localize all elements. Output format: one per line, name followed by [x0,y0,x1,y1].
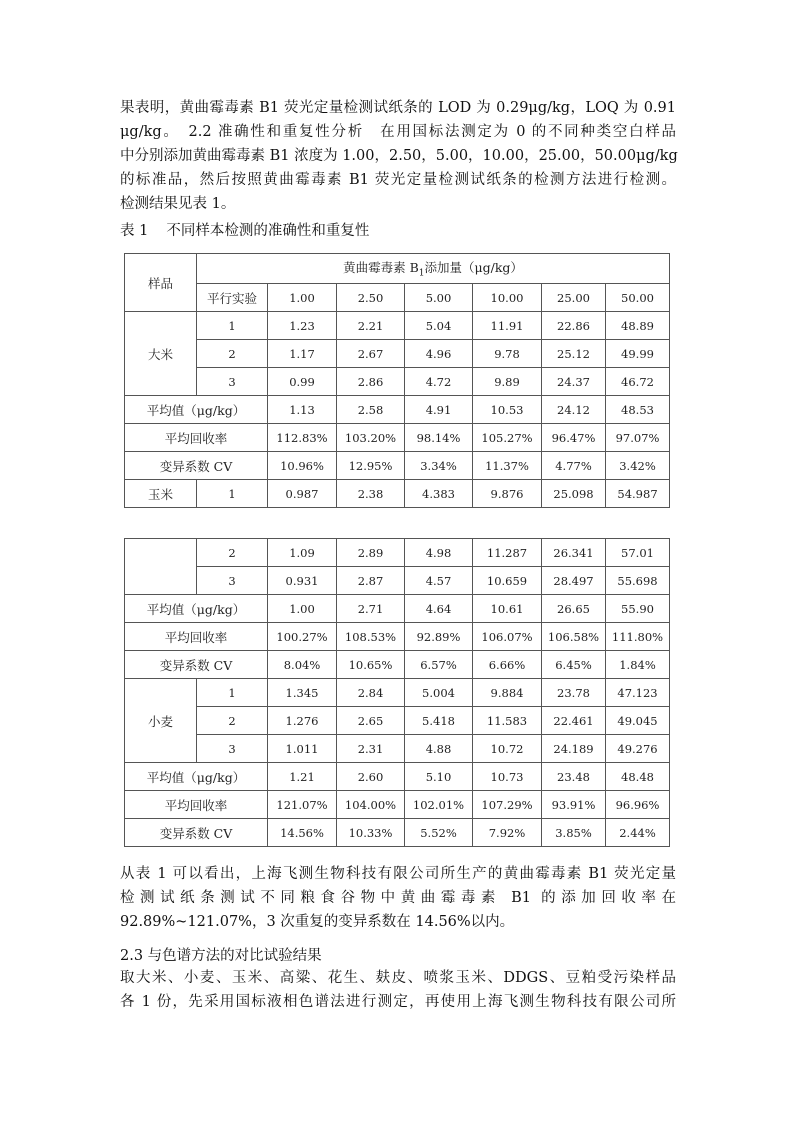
mean-cell: 48.48 [606,763,670,791]
mean-cell: 5.10 [405,763,473,791]
recovery-cell: 103.20% [337,424,405,452]
cv-cell: 3.42% [606,452,670,480]
value-cell: 9.78 [473,340,542,368]
value-cell: 23.78 [542,679,606,707]
parallel-header: 平行实验 [197,284,268,312]
cv-label: 变异系数 CV [125,651,268,679]
rep-cell: 1 [197,312,268,340]
table-row [125,623,670,651]
cv-cell: 3.85% [542,819,606,847]
table-row [125,567,670,595]
value-cell: 1.011 [268,735,337,763]
mean-cell: 1.13 [268,396,337,424]
mean-cell: 1.00 [268,595,337,623]
conclusion-paragraph [120,862,676,934]
table-title: 不同样本检测的准确性和重复性 [166,223,370,239]
value-cell: 54.987 [606,480,670,508]
level-header: 50.00 [606,284,670,312]
table-row [125,735,670,763]
cv-label: 变异系数 CV [125,819,268,847]
mean-label: 平均值（μg/kg） [125,763,268,791]
table-row [125,763,670,791]
level-header: 5.00 [405,284,473,312]
value-cell: 2.86 [337,368,405,396]
intro-line: 中分别添加黄曲霉毒素 B1 浓度为 1.00，2.50，5.00，10.00，25.00，50.00μg/kg [120,148,678,164]
recovery-cell: 105.27% [473,424,542,452]
value-cell: 49.045 [606,707,670,735]
value-cell: 1.17 [268,340,337,368]
sample-name-continued [125,539,197,595]
value-cell: 2.38 [337,480,405,508]
mean-cell: 2.60 [337,763,405,791]
cv-cell: 11.37% [473,452,542,480]
value-cell: 0.931 [268,567,337,595]
value-cell: 2.67 [337,340,405,368]
value-cell: 5.04 [405,312,473,340]
cv-cell: 6.66% [473,651,542,679]
cv-cell: 10.96% [268,452,337,480]
section-line: 各 1 份，先采用国标液相色谱法进行测定，再使用上海飞测生物科技有限公司所 [120,994,676,1010]
spike-level-group-header: 黄曲霉毒素 $B_1$添加量（μg/kg） [197,254,670,284]
value-cell: 28.497 [542,567,606,595]
table-row [125,340,670,368]
cv-cell: 1.84% [606,651,670,679]
mean-cell: 4.64 [405,595,473,623]
results-table-part2 [124,538,670,847]
value-cell: 4.383 [405,480,473,508]
level-header: 2.50 [337,284,405,312]
cv-cell: 3.34% [405,452,473,480]
table-header-row [125,254,670,284]
value-cell: 1.345 [268,679,337,707]
table-row [125,791,670,819]
value-cell: 22.86 [542,312,606,340]
value-cell: 11.287 [473,539,542,567]
intro-line: 的标准品，然后按照黄曲霉毒素 B1 荧光定量检测试纸条的检测方法进行检测。 [120,172,676,188]
value-cell: 10.659 [473,567,542,595]
table-row [125,396,670,424]
recovery-cell: 93.91% [542,791,606,819]
mean-cell: 23.48 [542,763,606,791]
value-cell: 49.99 [606,340,670,368]
value-cell: 1.09 [268,539,337,567]
mean-cell: 2.71 [337,595,405,623]
section-paragraph [120,966,676,1014]
recovery-cell: 111.80% [606,623,670,651]
value-cell: 46.72 [606,368,670,396]
mean-label: 平均值（μg/kg） [125,595,268,623]
value-cell: 5.004 [405,679,473,707]
value-cell: 1.23 [268,312,337,340]
value-cell: 49.276 [606,735,670,763]
level-header: 25.00 [542,284,606,312]
sample-name: 小麦 [125,679,197,763]
table-row [125,368,670,396]
table-row [125,424,670,452]
value-cell: 4.88 [405,735,473,763]
table-row [125,707,670,735]
rep-cell: 2 [197,340,268,368]
section-heading: 2.3 与色谱方法的对比试验结果 [120,948,322,964]
value-cell: 48.89 [606,312,670,340]
value-cell: 11.91 [473,312,542,340]
value-cell: 9.89 [473,368,542,396]
table-number: 表 1 [120,223,149,239]
table-row [125,452,670,480]
value-cell: 4.72 [405,368,473,396]
cv-cell: 2.44% [606,819,670,847]
table-header-row [125,284,670,312]
value-cell: 55.698 [606,567,670,595]
value-cell: 2.84 [337,679,405,707]
cv-cell: 10.65% [337,651,405,679]
sample-name: 大米 [125,312,197,396]
recovery-cell: 96.47% [542,424,606,452]
intro-line: μg/kg。 2.2 准确性和重复性分析 在用国标法测定为 0 的不同种类空白样品 [120,124,676,140]
mean-cell: 2.58 [337,396,405,424]
value-cell: 9.876 [473,480,542,508]
mean-cell: 10.53 [473,396,542,424]
value-cell: 4.98 [405,539,473,567]
value-cell: 2.65 [337,707,405,735]
table-row [125,651,670,679]
rep-cell: 1 [197,480,268,508]
recovery-cell: 92.89% [405,623,473,651]
cv-cell: 14.56% [268,819,337,847]
recovery-label: 平均回收率 [125,791,268,819]
level-header: 1.00 [268,284,337,312]
table-row [125,312,670,340]
cv-cell: 5.52% [405,819,473,847]
rep-cell: 1 [197,679,268,707]
recovery-cell: 106.07% [473,623,542,651]
value-cell: 2.89 [337,539,405,567]
recovery-cell: 96.96% [606,791,670,819]
recovery-cell: 121.07% [268,791,337,819]
cv-cell: 10.33% [337,819,405,847]
value-cell: 9.884 [473,679,542,707]
intro-line: 检测结果见表 1。 [120,196,236,212]
value-cell: 0.987 [268,480,337,508]
mean-cell: 48.53 [606,396,670,424]
conclusion-line: 从表 1 可以看出，上海飞测生物科技有限公司所生产的黄曲霉毒素 B1 荧光定量 [120,866,676,882]
cv-cell: 4.77% [542,452,606,480]
conclusion-line: 检测试纸条测试不同粮食谷物中黄曲霉毒素 B1 的添加回收率在 [120,890,676,906]
value-cell: 57.01 [606,539,670,567]
recovery-cell: 104.00% [337,791,405,819]
rep-cell: 3 [197,368,268,396]
recovery-cell: 102.01% [405,791,473,819]
table-row [125,595,670,623]
level-header: 10.00 [473,284,542,312]
sample-name: 玉米 [125,480,197,508]
value-cell: 2.87 [337,567,405,595]
intro-line: 果表明，黄曲霉毒素 B1 荧光定量检测试纸条的 LOD 为 0.29μg/kg，LOQ 为 0.91 [120,100,676,116]
recovery-cell: 106.58% [542,623,606,651]
value-cell: 24.189 [542,735,606,763]
value-cell: 25.098 [542,480,606,508]
value-cell: 4.96 [405,340,473,368]
recovery-label: 平均回收率 [125,623,268,651]
rep-cell: 3 [197,735,268,763]
value-cell: 22.461 [542,707,606,735]
recovery-label: 平均回收率 [125,424,268,452]
sample-header: 样品 [125,254,197,312]
recovery-cell: 100.27% [268,623,337,651]
cv-cell: 8.04% [268,651,337,679]
value-cell: 10.72 [473,735,542,763]
mean-cell: 1.21 [268,763,337,791]
section-line: 取大米、小麦、玉米、高粱、花生、麸皮、喷浆玉米、DDGS、豆粕受污染样品 [120,970,676,986]
value-cell: 11.583 [473,707,542,735]
value-cell: 2.31 [337,735,405,763]
cv-cell: 6.45% [542,651,606,679]
table-row [125,819,670,847]
value-cell: 4.57 [405,567,473,595]
mean-cell: 10.61 [473,595,542,623]
value-cell: 0.99 [268,368,337,396]
cv-cell: 7.92% [473,819,542,847]
mean-label: 平均值（μg/kg） [125,396,268,424]
mean-cell: 4.91 [405,396,473,424]
cv-label: 变异系数 CV [125,452,268,480]
cv-cell: 12.95% [337,452,405,480]
rep-cell: 2 [197,707,268,735]
cv-cell: 6.57% [405,651,473,679]
value-cell: 24.37 [542,368,606,396]
rep-cell: 3 [197,567,268,595]
value-cell: 26.341 [542,539,606,567]
recovery-cell: 108.53% [337,623,405,651]
mean-cell: 10.73 [473,763,542,791]
table-row [125,539,670,567]
value-cell: 1.276 [268,707,337,735]
mean-cell: 24.12 [542,396,606,424]
value-cell: 25.12 [542,340,606,368]
intro-paragraph [120,96,676,216]
rep-cell: 2 [197,539,268,567]
conclusion-line: 92.89%~121.07%，3 次重复的变异系数在 14.56%以内。 [120,914,515,930]
recovery-cell: 97.07% [606,424,670,452]
recovery-cell: 98.14% [405,424,473,452]
table-caption [120,219,369,240]
value-cell: 47.123 [606,679,670,707]
recovery-cell: 112.83% [268,424,337,452]
mean-cell: 55.90 [606,595,670,623]
table-row [125,679,670,707]
table-row [125,480,670,508]
value-cell: 2.21 [337,312,405,340]
recovery-cell: 107.29% [473,791,542,819]
results-table-part1 [124,253,670,508]
value-cell: 5.418 [405,707,473,735]
mean-cell: 26.65 [542,595,606,623]
